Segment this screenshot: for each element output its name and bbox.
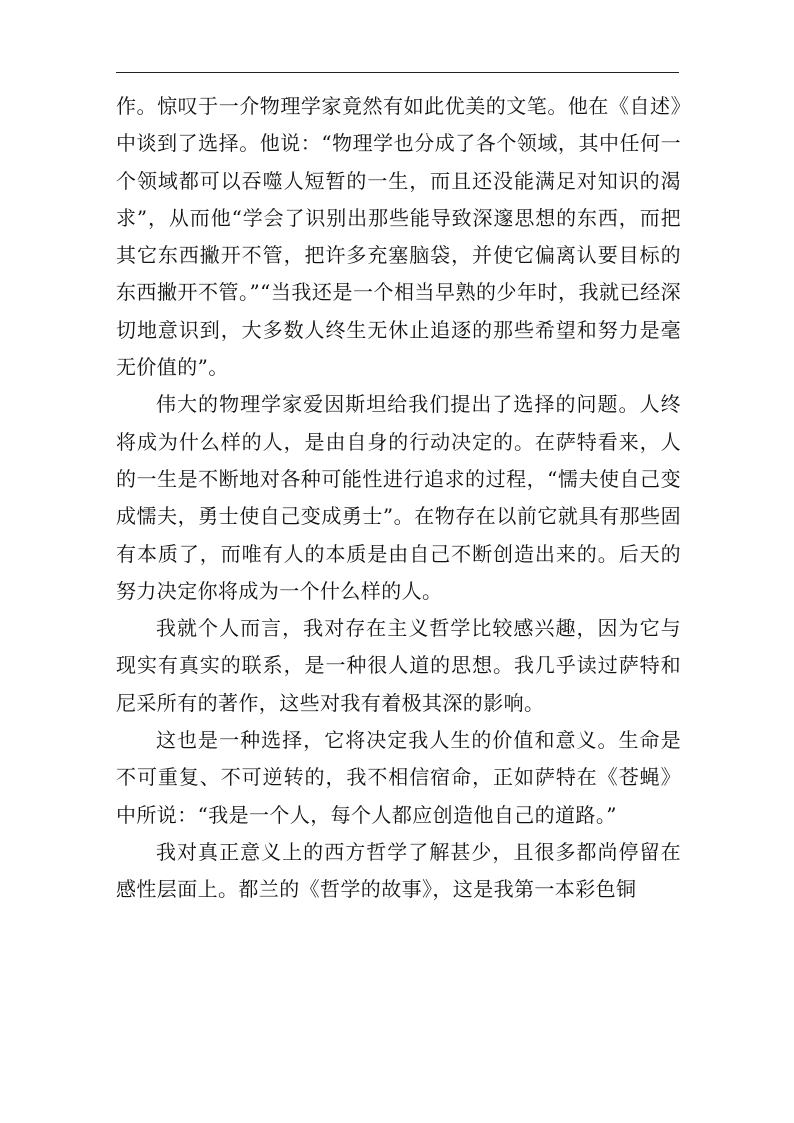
paragraph-choice-question: 伟大的物理学家爱因斯坦给我们提出了选择的问题。人终将成为什么样的人，是由自身的行动决定的。在萨特看来，人的一生是不断地对各种可能性进行追求的过程，“懦夫使自己变成懦夫，勇士使自己变成勇士”。在物存在以前它就具有那些固有本质了，而唯有人的本质是由自己不断创造出来的。后天的努力决定你将成为一个什么样的人。 — [116, 392, 681, 603]
paragraph-einstein-quote: 作。惊叹于一介物理学家竟然有如此优美的文笔。他在《自述》中谈到了选择。他说：“物理学也分成了各个领域，其中任何一个领域都可以吞噬人短暂的一生，而且还没能满足对知识的渴求”，从而他“学会了识别出那些能导致深邃思想的东西，而把其它东西撇开不管，把许多充塞脑袋，并使它偏离认要目标的东西撇开不管。”“当我还是一个相当早熟的少年时，我就已经深切地意识到，大多数人终生无休止追逐的那些希望和努力是毫无价值的”。 — [116, 94, 681, 380]
paragraph-life-meaning: 这也是一种选择，它将决定我人生的价值和意义。生命是不可重复、不可逆转的，我不相信宿命，正如萨特在《苍蝇》中所说：“我是一个人，每个人都应创造他自己的道路。” — [116, 728, 681, 827]
paragraph-existentialism-interest: 我就个人而言，我对存在主义哲学比较感兴趣，因为它与现实有真实的联系，是一种很人道的思想。我几乎读过萨特和尼采所有的著作，这些对我有着极其深的影响。 — [116, 616, 681, 715]
paragraph-western-philosophy: 我对真正意义上的西方哲学了解甚少，且很多都尚停留在感性层面上。都兰的《哲学的故事》，这是我第一本彩色铜 — [116, 839, 681, 902]
header-rule — [116, 72, 679, 73]
page-body — [116, 88, 681, 909]
